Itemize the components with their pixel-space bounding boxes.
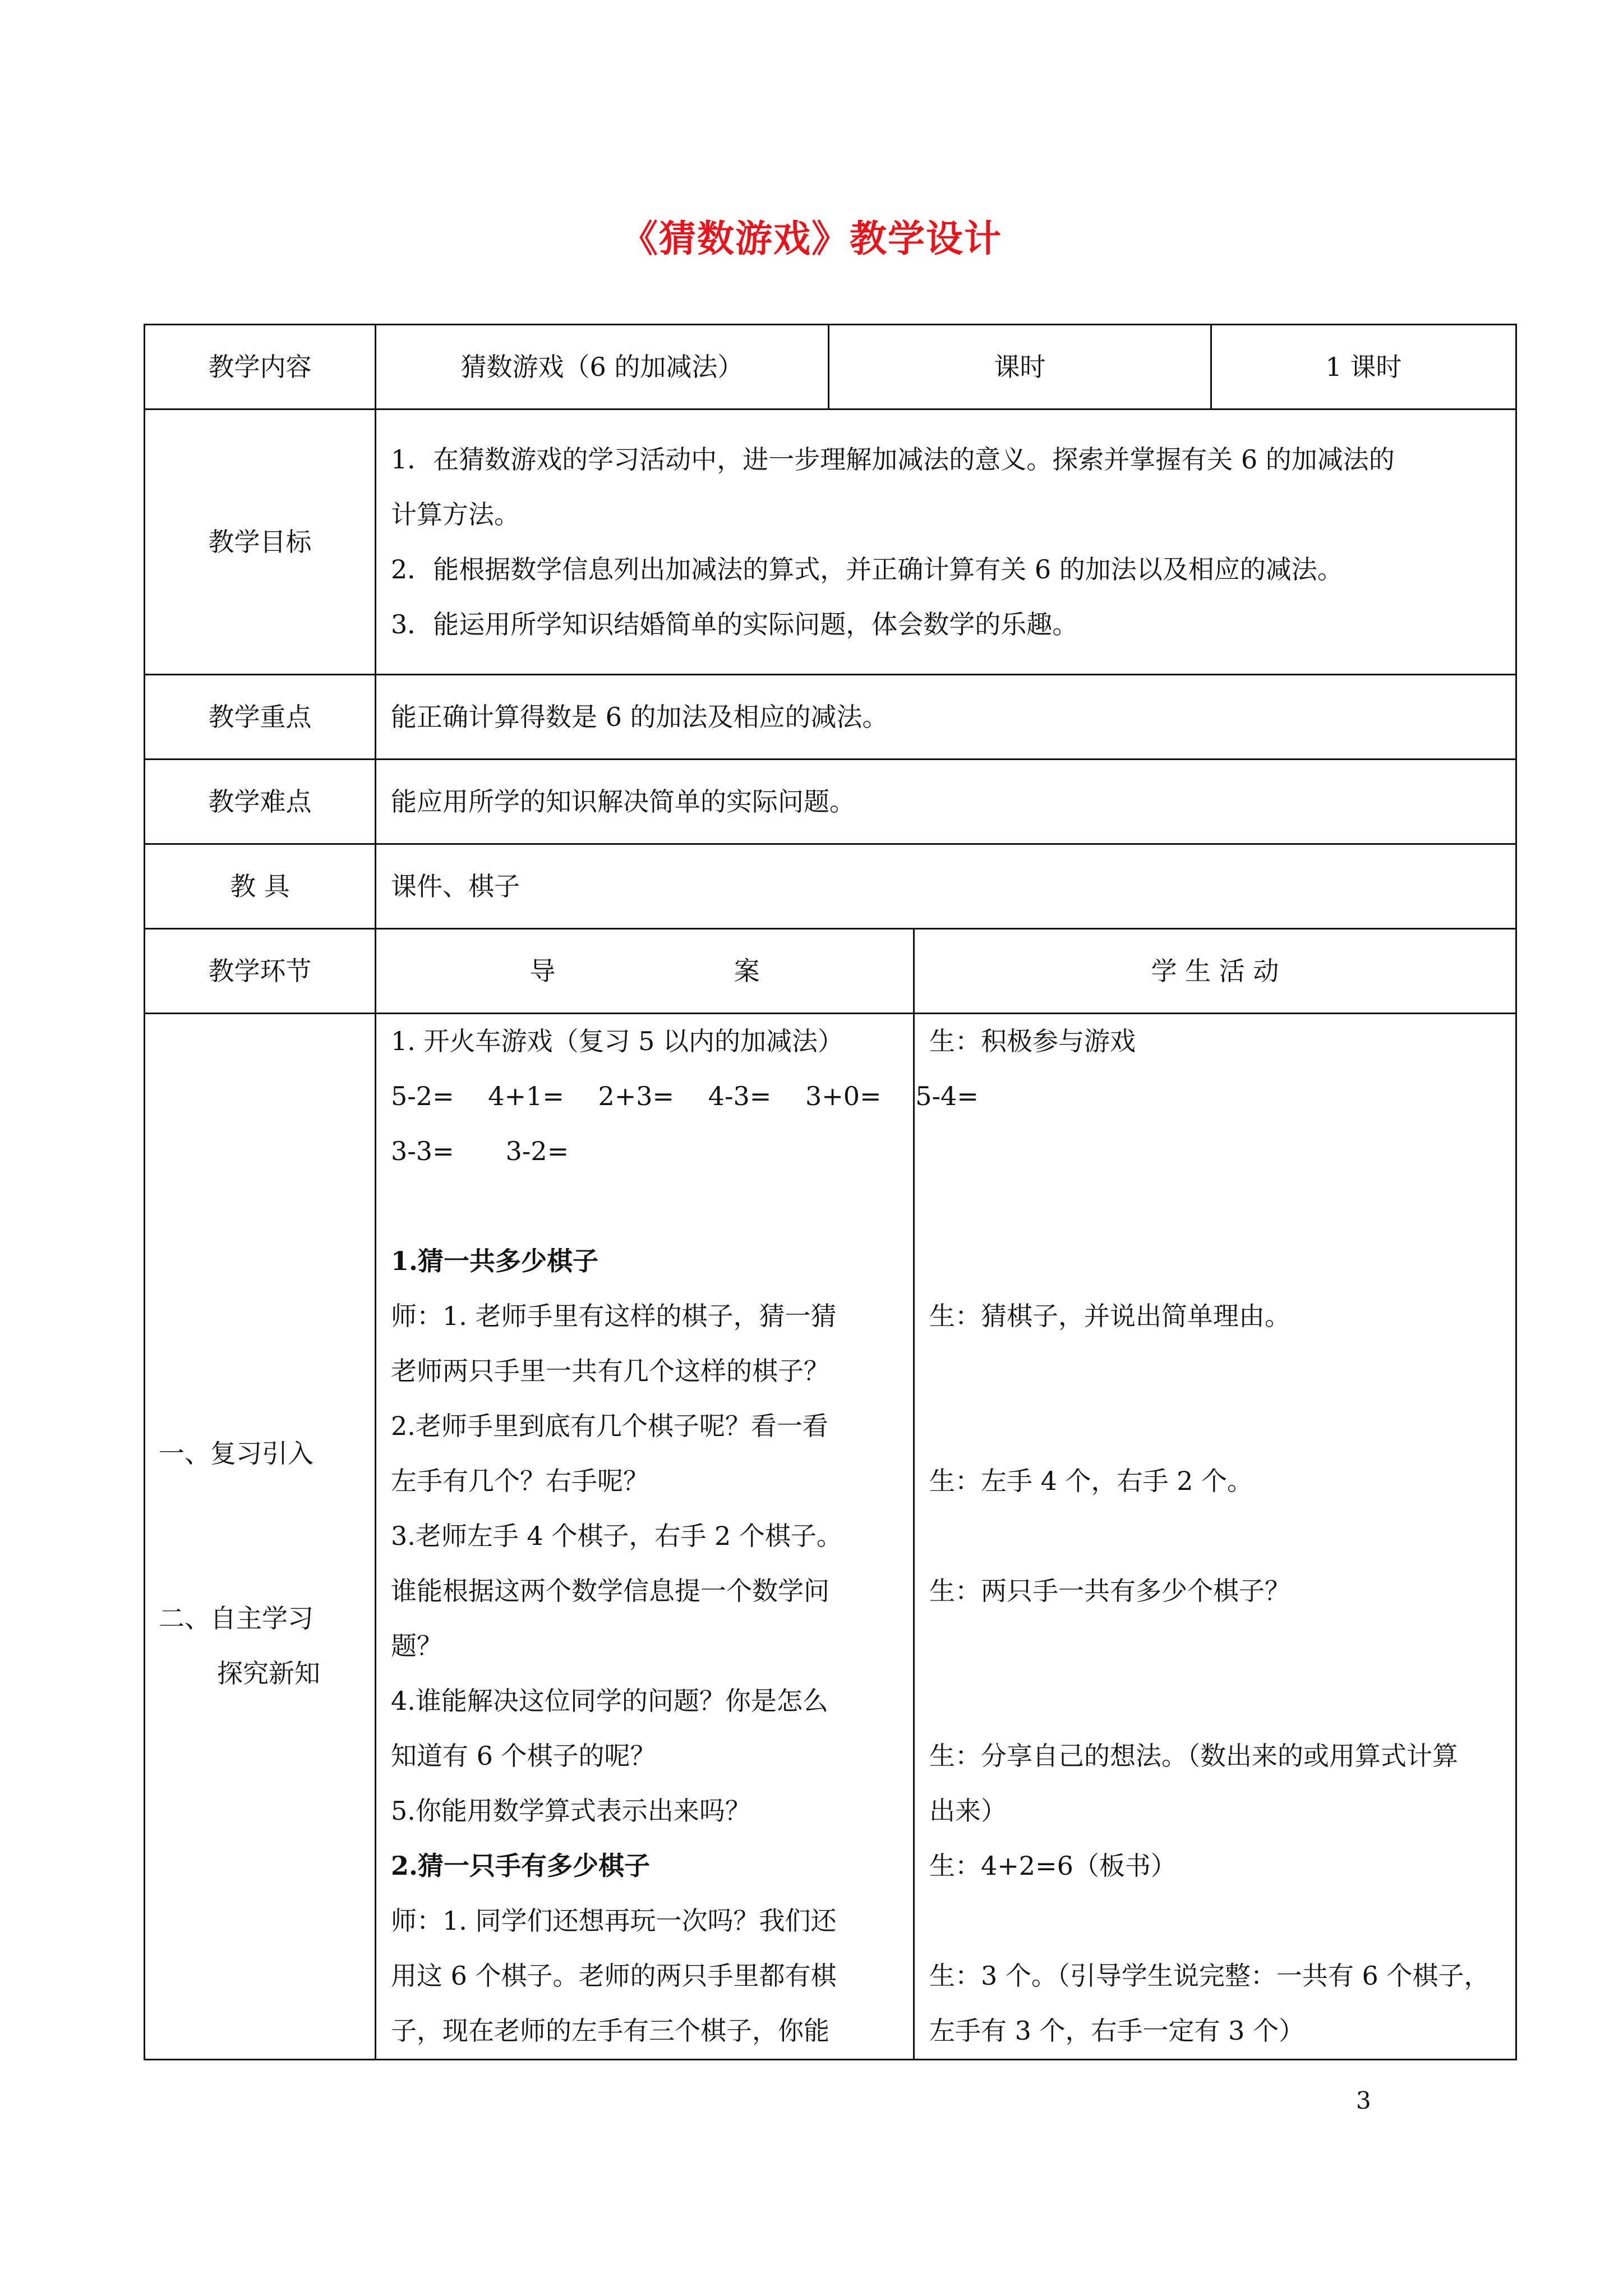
activity-line: 生：分享自己的想法。（数出来的或用算式计算	[929, 1741, 1458, 1771]
guide-line: 5-2= 4+1= 2+3= 4-3= 3+0= 5-4=	[391, 1081, 979, 1111]
difficulty-label: 教学难点	[145, 760, 376, 844]
activity-cell	[914, 1014, 1516, 2060]
guide-line: 用这 6 个棋子。老师的两只手里都有棋	[391, 1961, 837, 1991]
guide-line: 题？	[391, 1631, 442, 1661]
row-key-point	[145, 675, 1516, 760]
guide-line: 谁能根据这两个数学信息提一个数学问	[391, 1576, 829, 1606]
row-column-headers	[145, 929, 1516, 1014]
lesson-plan-table	[144, 324, 1517, 2060]
stage-self-study: 二、自主学习	[159, 1603, 313, 1634]
guide-line: 师：1. 老师手里有这样的棋子，猜一猜	[391, 1301, 837, 1331]
stage-spacer	[159, 1372, 369, 1427]
goals-label: 教学目标	[145, 409, 376, 675]
guide-heading: 1.猜一共多少棋子	[391, 1246, 599, 1276]
goals-content	[376, 409, 1516, 675]
tools-label: 教 具	[145, 844, 376, 929]
stage-cell	[145, 1014, 376, 2060]
content-label: 教学内容	[145, 325, 376, 409]
activity-line	[929, 1124, 1501, 1179]
guide-line	[391, 1179, 898, 1234]
stage-spacer	[159, 1536, 369, 1591]
activity-line	[929, 1509, 1501, 1564]
goal-line: 2．能根据数学信息列出加减法的算式，并正确计算有关 6 的加法以及相应的减法。	[391, 554, 1343, 585]
row-difficulty	[145, 760, 1516, 844]
key-point-value: 能正确计算得数是 6 的加法及相应的减法。	[376, 675, 1516, 760]
activity-line	[929, 1619, 1501, 1674]
activity-line	[929, 1179, 1501, 1234]
activity-line	[929, 1234, 1501, 1289]
activity-line	[929, 1399, 1501, 1454]
guide-line: 2.老师手里到底有几个棋子呢？看一看	[391, 1411, 828, 1441]
activity-line: 生：积极参与游戏	[929, 1026, 1136, 1056]
guide-line: 1. 开火车游戏（复习 5 以内的加减法）	[391, 1026, 844, 1056]
activity-column-header: 学 生 活 动	[914, 929, 1516, 1014]
guide-header-text: 导 案	[529, 956, 845, 986]
period-value: 1 课时	[1211, 325, 1516, 409]
stage-review: 一、复习引入	[159, 1438, 313, 1469]
activity-line: 出来）	[929, 1796, 1007, 1826]
guide-line: 3-3= 3-2=	[391, 1136, 569, 1166]
difficulty-value: 能应用所学的知识解决简单的实际问题。	[376, 760, 1516, 844]
row-teaching-steps	[145, 1014, 1516, 2060]
goal-line: 1．在猜数游戏的学习活动中，进一步理解加减法的意义。探索并掌握有关 6 的加减法的	[391, 444, 1395, 475]
activity-line: 左手有 3 个，右手一定有 3 个）	[929, 2016, 1305, 2046]
activity-line	[929, 1344, 1501, 1399]
activity-line: 生：两只手一共有多少个棋子？	[929, 1576, 1290, 1606]
guide-line: 3.老师左手 4 个棋子，右手 2 个棋子。	[391, 1521, 842, 1551]
guide-line: 师：1. 同学们还想再玩一次吗？我们还	[391, 1906, 837, 1936]
guide-column-header	[376, 929, 914, 1014]
guide-line: 老师两只手里一共有几个这样的棋子？	[391, 1356, 829, 1386]
activity-line	[929, 1674, 1501, 1729]
key-point-label: 教学重点	[145, 675, 376, 760]
activity-line: 生：4+2=6（板书）	[929, 1851, 1177, 1881]
activity-line	[929, 1894, 1501, 1949]
stage-column-header: 教学环节	[145, 929, 376, 1014]
period-label: 课时	[829, 325, 1211, 409]
row-tools	[145, 844, 1516, 929]
activity-line: 生：左手 4 个，右手 2 个。	[929, 1466, 1253, 1496]
page-number: 3	[1356, 2087, 1371, 2114]
goal-line: 计算方法。	[391, 499, 520, 530]
activity-line: 生：3 个。（引导学生说完整：一共有 6 个棋子，	[929, 1961, 1490, 1991]
row-content	[145, 325, 1516, 409]
activity-line: 生：猜棋子，并说出简单理由。	[929, 1301, 1290, 1331]
stage-explore: 探究新知	[217, 1658, 320, 1688]
tools-value: 课件、棋子	[376, 844, 1516, 929]
guide-line: 5.你能用数学算式表示出来吗？	[391, 1796, 751, 1826]
page-title: 《猜数游戏》教学设计	[621, 217, 1002, 260]
guide-line: 子，现在老师的左手有三个棋子，你能	[391, 2016, 829, 2046]
content-value: 猜数游戏（6 的加减法）	[376, 325, 829, 409]
activity-line	[929, 1069, 1501, 1124]
row-goals	[145, 409, 1516, 675]
guide-line: 4.谁能解决这位同学的问题？你是怎么	[391, 1686, 828, 1716]
guide-line: 左手有几个？右手呢？	[391, 1466, 649, 1496]
goal-line: 3．能运用所学知识结婚简单的实际问题，体会数学的乐趣。	[391, 609, 1078, 639]
stage-spacer	[159, 1481, 369, 1536]
guide-heading: 2.猜一只手有多少棋子	[391, 1851, 651, 1881]
guide-line: 知道有 6 个棋子的呢？	[391, 1741, 656, 1771]
guide-cell	[376, 1014, 979, 2060]
